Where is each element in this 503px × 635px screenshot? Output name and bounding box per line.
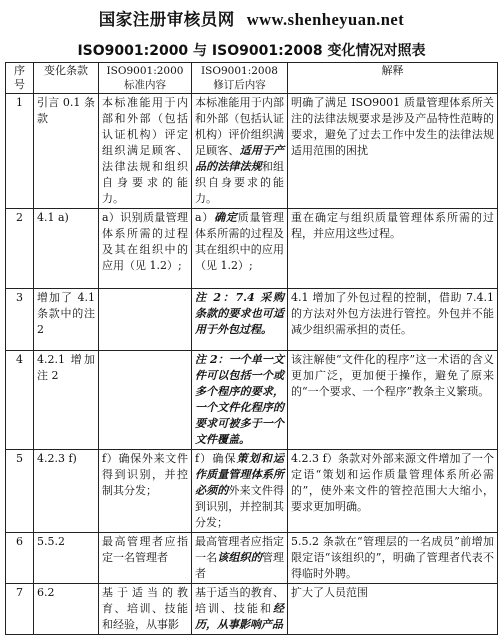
row-clause: 4.2.1 增加注 2 — [34, 351, 99, 450]
table-row — [6, 94, 498, 209]
row-number: 7 — [6, 584, 34, 635]
row-number: 6 — [6, 533, 34, 584]
new-content-emphasis: 该组织的 — [217, 551, 262, 564]
new-content-emphasis: 注 2：7.4 采购条款的要求也可适用于外包过程。 — [195, 291, 284, 336]
row-old-content: 本标准能用于内部和外部（包括认证机构）评定组织满足顾客、法律法规和组织自身要求的能力。 — [99, 94, 192, 209]
new-content-text: f）确保 — [195, 452, 237, 465]
new-content-text: 管理者 — [195, 551, 285, 580]
row-clause: 引言 0.1 条款 — [34, 94, 99, 209]
row-old-content: 基于适当的教育、培训、技能和经验，从事影 — [99, 584, 192, 635]
row-number: 5 — [6, 450, 34, 533]
col-header-old: ISO9001:2000 标准内容 — [99, 63, 192, 94]
row-number: 1 — [6, 94, 34, 209]
row-new-content — [192, 94, 288, 209]
col-header-no: 序号 — [6, 63, 34, 94]
site-url[interactable]: www.shenheyuan.net — [246, 10, 405, 29]
row-new-content — [192, 351, 288, 450]
row-explanation: 4.2.3 f）条款对外部来源文件增加了一个定语“策划和运作质量管理体系所必需的”，使外来文件的管控范围大大缩小，要求更加明确。 — [288, 450, 498, 533]
comparison-table — [5, 62, 498, 635]
row-old-content: a）识别质量管理体系所需的过程及其在组织中的应用（见 1.2）; — [99, 209, 192, 289]
row-new-content — [192, 450, 288, 533]
new-content-text: a） — [195, 211, 215, 224]
col-header-new: ISO9001:2008 修订后内容 — [192, 63, 288, 94]
new-content-emphasis: 策划和运作质量管理体系所必须的 — [195, 452, 285, 497]
row-explanation: 该注解使“文件化的程序”这一术语的含义更加广泛，更加便于操作，避免了原来的“一个要求、一个程序”教条主义繁琐。 — [288, 351, 498, 450]
table-row — [6, 351, 498, 450]
row-clause: 6.2 — [34, 584, 99, 635]
row-old-content: f）确保外来文件得到识别，并控制其分发； — [99, 450, 192, 533]
row-explanation: 4.1 增加了外包过程的控制，借助 7.4.1 的方法对外包方法进行管控。外包并不能减少组织需承担的责任。 — [288, 289, 498, 351]
table-row — [6, 533, 498, 584]
row-new-content — [192, 533, 288, 584]
table-row — [6, 209, 498, 289]
row-number: 3 — [6, 289, 34, 351]
new-content-emphasis: 经历，从事影响产品 — [195, 602, 284, 631]
row-old-content: 最高管理者应指定一名管理者 — [99, 533, 192, 584]
new-content-text: 外来文件得到识别，并控制其分发； — [195, 484, 285, 529]
row-clause: 4.2.3 f) — [34, 450, 99, 533]
row-new-content — [192, 289, 288, 351]
site-header — [0, 6, 503, 34]
new-content-text: 基于适当的教育、培训、技能和 — [195, 586, 284, 615]
new-content-text: 和组织自身要求的能力。 — [195, 160, 285, 205]
new-content-text: 本标准能用于内部和外部（包括认证机构）评价组织满足顾客、 — [195, 96, 284, 157]
table-header-row — [6, 63, 498, 94]
row-clause: 5.5.2 — [34, 533, 99, 584]
site-name: 国家注册审核员网 — [98, 10, 235, 29]
row-explanation: 重在确定与组织质量管理体系所需的过程，并应用这些过程。 — [288, 209, 498, 289]
col-header-note: 解释 — [288, 63, 498, 94]
row-old-content — [99, 351, 192, 450]
new-content-emphasis: 适用于产品的法律法规 — [195, 144, 285, 173]
row-new-content — [192, 584, 288, 635]
row-number: 2 — [6, 209, 34, 289]
row-explanation: 扩大了人员范围 — [288, 584, 498, 635]
table-row — [6, 289, 498, 351]
col-header-clause: 变化条款 — [34, 63, 99, 94]
row-explanation: 明确了满足 ISO9001 质量管理体系所关注的法律法规要求是涉及产品特性范畴的要求，避免了过去工作中发生的法律法规适用范围的困扰 — [288, 94, 498, 209]
document-title: ISO9001:2000 与 ISO9001:2008 变化情况对照表 — [77, 43, 426, 59]
row-old-content — [99, 289, 192, 351]
row-clause: 增加了 4.1 条款中的注 2 — [34, 289, 99, 351]
row-clause: 4.1 a) — [34, 209, 99, 289]
new-content-emphasis: 确定 — [214, 211, 238, 224]
new-content-emphasis: 注 2：一个单一文件可以包括一个或多个程序的要求，一个文件化程序的要求可被多于一个文件覆盖。 — [195, 353, 284, 446]
row-number: 4 — [6, 351, 34, 450]
row-explanation: 5.5.2 条款在“管理层的一名成员”前增加限定语“该组织的”，明确了管理者代表不得临时外聘。 — [288, 533, 498, 584]
new-content-text: 最高管理者应指定一名 — [195, 535, 284, 564]
table-row — [6, 584, 498, 635]
new-content-text: 质量管理体系所需的过程及其在组织中的应用（见 1.2）; — [195, 211, 285, 272]
row-new-content — [192, 209, 288, 289]
table-row — [6, 450, 498, 533]
